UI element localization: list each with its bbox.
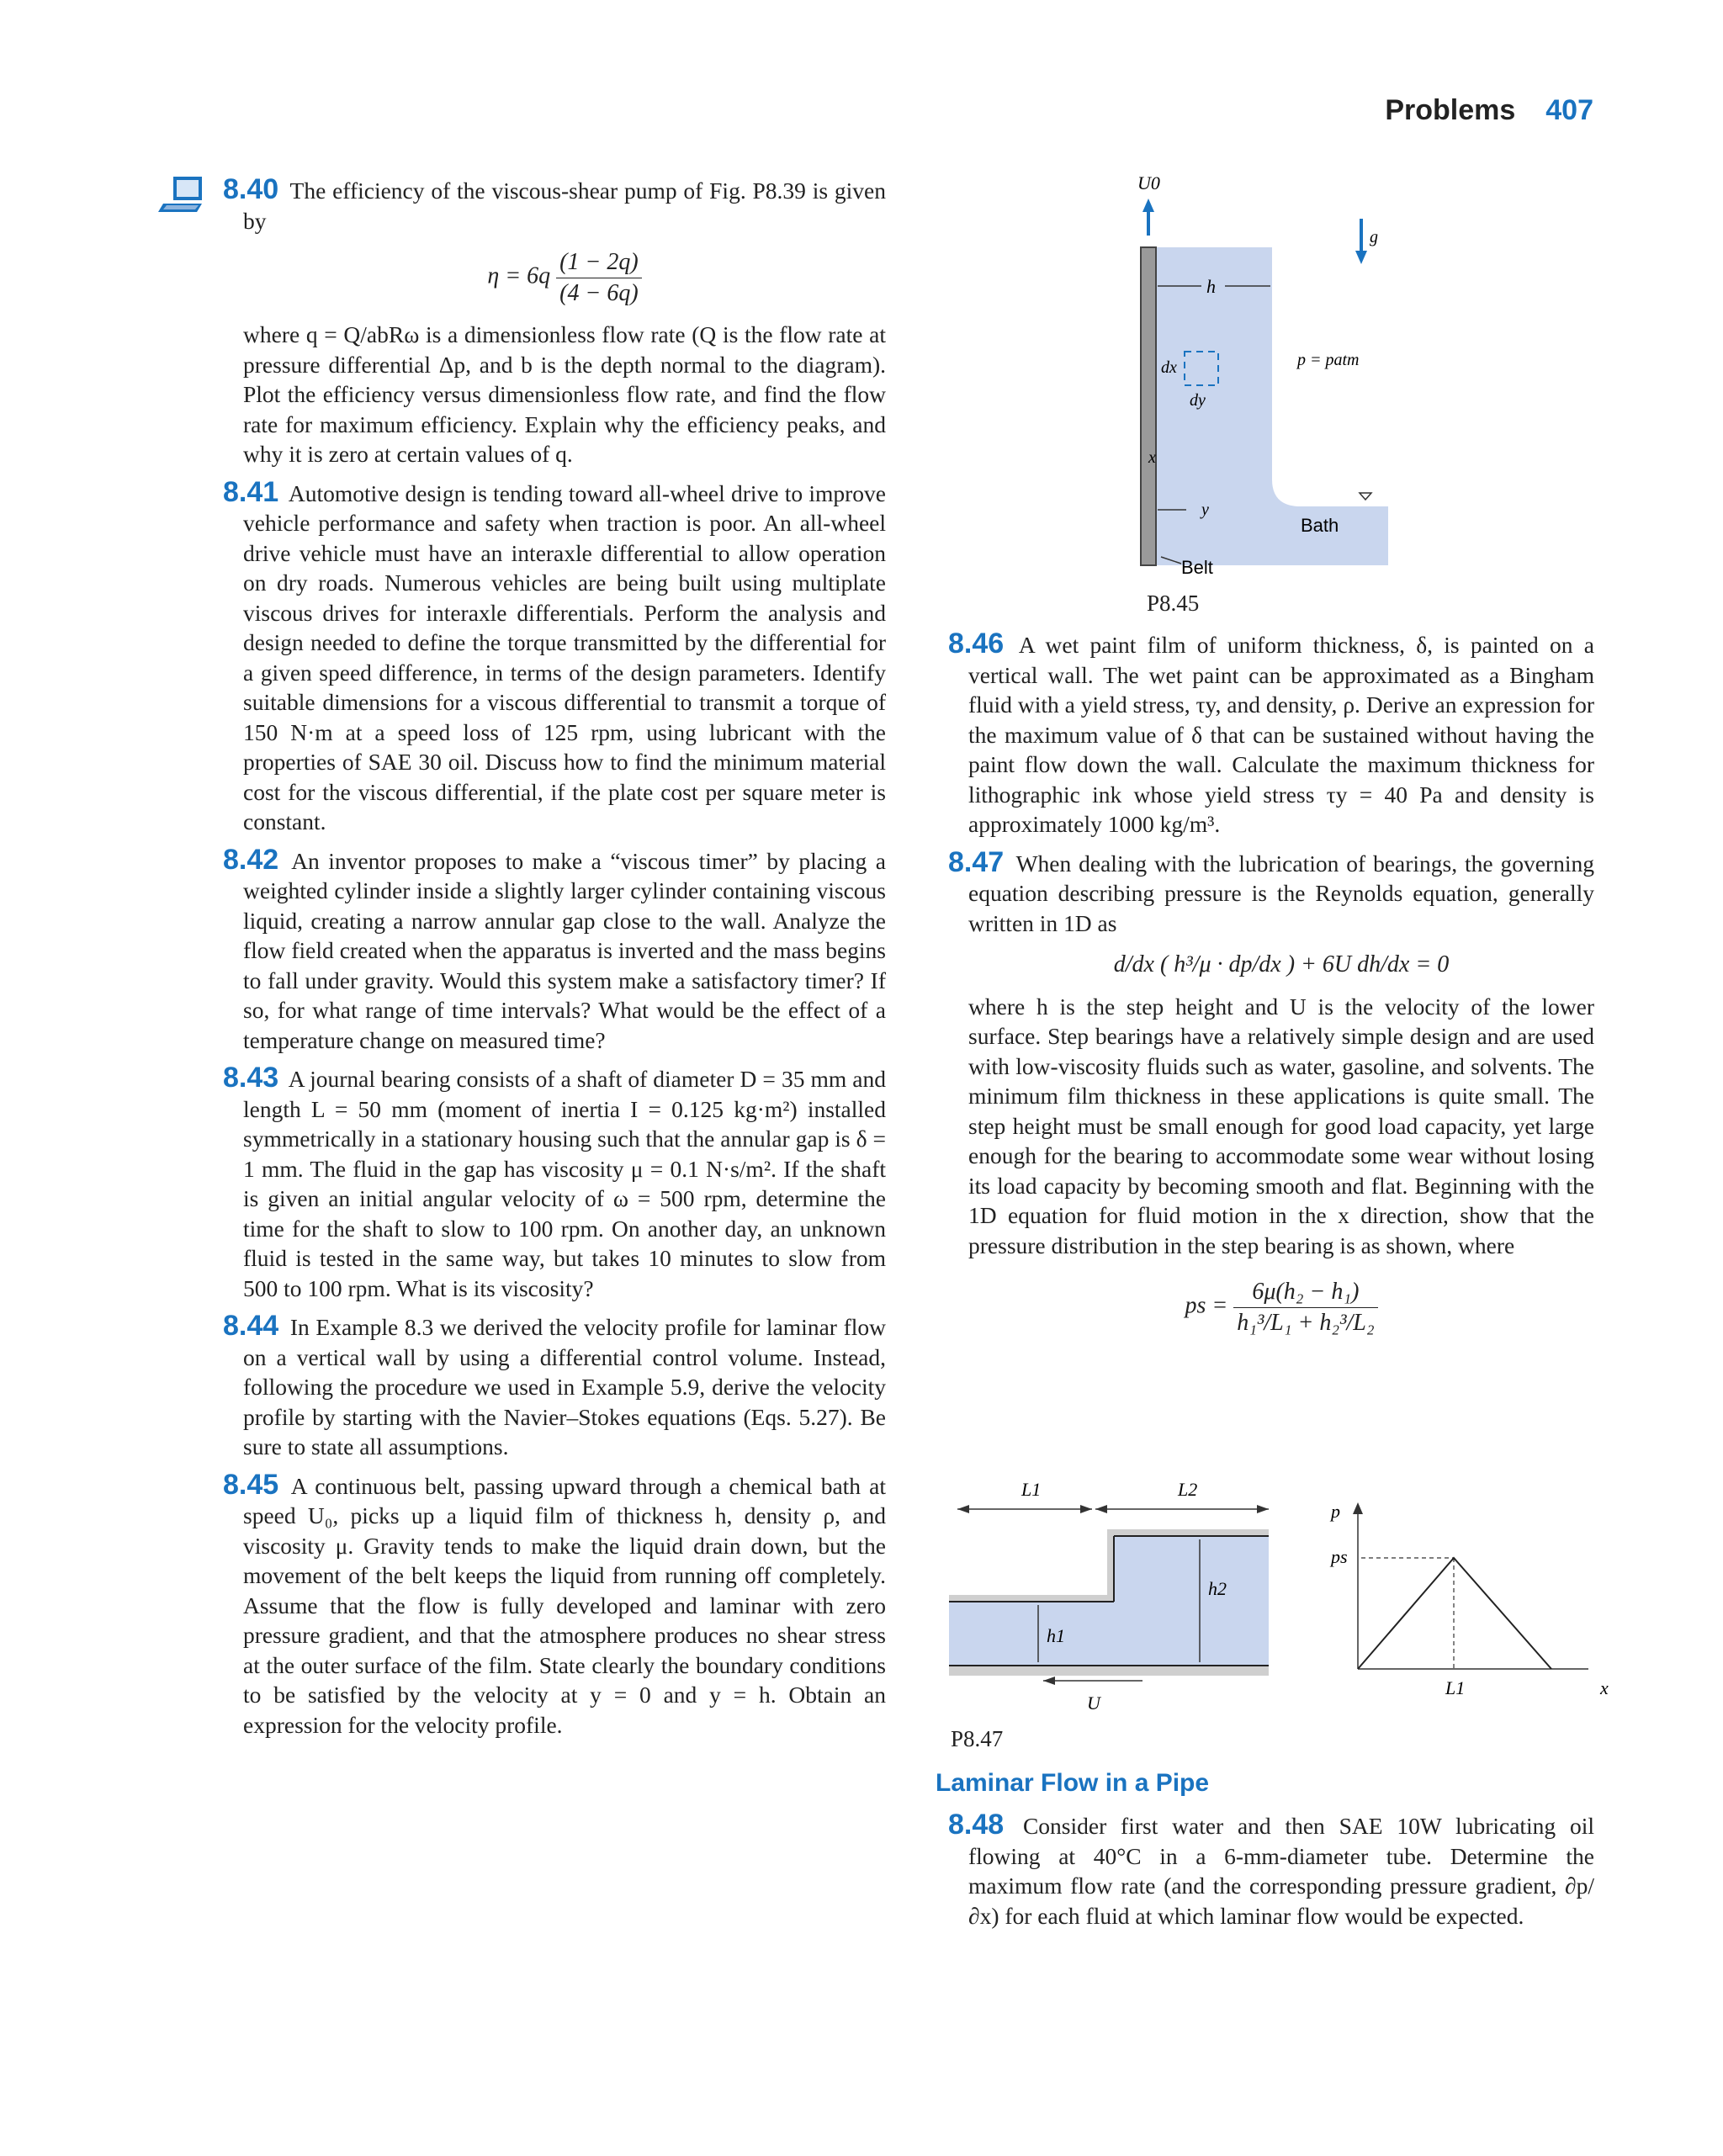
g-label: g [1370,228,1378,246]
problem-number: 8.48 [948,1809,1005,1841]
problem-8-47 [948,845,1594,1338]
figure-p8-45 [1111,168,1413,580]
problem-number: 8.44 [223,1310,279,1342]
l2-label: L2 [1178,1479,1198,1500]
problem-8-44 [223,1311,886,1462]
problem-number: 8.45 [223,1468,279,1501]
problem-8-41 [223,475,886,837]
u0-label: U0 [1137,172,1160,193]
figure-caption-p8-47: P8.47 [951,1726,1004,1751]
running-title: Problems [1385,94,1516,126]
h2-label: h2 [1208,1578,1227,1599]
problem-8-46 [948,629,1594,840]
efficiency-equation: η = 6q $\frac{(1 - 2q)}{(4 - 6q)}$ [243,247,886,308]
u-label: U [1087,1692,1100,1714]
problem-8-43 [223,1063,886,1303]
problem-8-48 [948,1810,1594,1931]
l1-axis-label: L1 [1445,1677,1466,1698]
figure-p8-47 [949,1470,1622,1714]
h-label: h [1206,276,1216,297]
problem-number: 8.46 [948,628,1005,660]
right-column-lower [948,1810,1594,1939]
free-surface-marker [1360,493,1371,500]
problem-number: 8.40 [223,173,279,205]
problem-text: Consider first water and then SAE 10W lubricating oil flowing at 40°C in a 6-mm-diameter tube. Determine the maximum flow rate (and the corresponding pressure gradient, ∂p/∂x) for each fluid at which laminar flow would be expected. [968,1813,1594,1929]
l1-label: L1 [1021,1479,1042,1500]
problem-text: A wet paint film of uniform thickness, δ, is painted on a vertical wall. The wet paint can be approximated as a Bingham fluid with a yield stress, τy, and density, ρ. Derive an expression for the maximum value of δ that can be sustained without having the paint flow down the wall. Calculate the maximum thickness for lithographic ink whose yield stress τy = 40 Pa and density is approximately 1000 kg/m³. [968,632,1594,837]
problem-text: where h is the step height and U is the velocity of the lower surface. Step bearings have a relatively simple design and are used with low-viscosity fluids such as water, gasoline, and solvents. The minimum film thickness in these applications is quite small. The step height must be small enough for good load capacity, yet large enough for the bearing to accommodate some wear without losing its load capacity by becoming smooth and flat. Beginning with the 1D equation for fluid motion in the x direction, show that the pressure distribution in the step bearing is as shown, where [968,993,1594,1258]
pressure-equation: ps = $\frac{\text{6μ(h₂ − h₁)}}{\text{h₁³/L₁ + h₂³/L₂}}$ [968,1277,1594,1338]
problem-text: A journal bearing consists of a shaft of diameter D = 35 mm and length L = 50 mm (moment of inertia I = 0.125 kg·m²) installed symmetrically in a stationary housing such that the annular gap is δ = 1 mm. The fluid in the gap has viscosity μ = 0.1 N·s/m². If the shaft is given an initial angular velocity of ω = 500 rpm, determine the time for the shaft to slow to 100 rpm. On another day, an unknown fluid is tested in the same way, but takes 10 minutes to slow from 500 to 100 rpm. What is its viscosity? [243,1066,887,1301]
x-axis-label: x [1148,448,1156,467]
ps-label: ps [1331,1546,1348,1567]
problem-text: Automotive design is tending toward all-wheel drive to improve vehicle performance and safety when traction is poor. An all-wheel drive vehicle must have an interaxle differential to allow operation on dry roads. Numerous vehicles are being built using multiplate viscous drives for interaxle differentials. Perform the analysis and design needed to define the torque transmitted by the differential for a given speed difference, in terms of the design parameters. Identify suitable dimensions for a viscous differential to transmit a torque of 150 N·m at a speed loss of 125 rpm, using lubricant with the properties of SAE 30 oil. Discuss how to find the minimum material cost for the viscous differential, if the plate cost per square meter is constant. [243,479,886,834]
page-number: 407 [1545,94,1593,126]
reynolds-equation: d/dx ( h³/μ · dp/dx ) + 6U dh/dx = 0 [1113,951,1450,977]
problem-text: In Example 8.3 we derived the velocity profile for laminar flow on a vertical wall by using a differential control volume. Instead, following the procedure we used in Example 5.9, derive the velocity profile by starting with the Navier–Stokes equations (Eqs. 5.27). Be sure to state all assumptions. [243,1314,886,1459]
figure-caption-p8-45: P8.45 [1147,591,1200,616]
problem-intro: When dealing with the lubrication of bearings, the governing equation describing pressure is the Reynolds equation, generally written in 1D as [968,850,1594,936]
bath-label: Bath [1301,515,1339,536]
p-axis-label: p [1331,1501,1340,1522]
h1-label: h1 [1047,1625,1065,1646]
problem-8-40 [223,175,886,469]
pressure-distribution [1358,1558,1551,1669]
problem-number: 8.42 [223,843,279,876]
dy-label: dy [1190,391,1206,410]
left-column [223,175,886,1748]
problem-number: 8.43 [223,1062,279,1094]
patm-label: p = patm [1297,351,1360,369]
problem-text: An inventor proposes to make a “viscous timer” by placing a weighted cylinder inside a slightly larger cylinder containing viscous liquid, creating a narrow annular gap close to the wall. Analyze the flow field created when the apparatus is inverted and the mass begins to fall under gravity. Would this system make a satisfactory timer? If so, for what range of time intervals? What would be the effect of a temperature change on measured time? [243,847,887,1053]
section-heading: Laminar Flow in a Pipe [936,1769,1210,1797]
belt [1141,247,1156,565]
computer-icon [158,175,209,215]
problem-number: 8.41 [223,475,279,508]
problem-intro: The efficiency of the viscous-shear pump of Fig. P8.39 is given by [243,177,886,234]
liquid-film-and-bath [1141,247,1388,565]
problem-8-42 [223,845,886,1056]
x-label: x [1600,1677,1609,1698]
page-header [1385,94,1593,127]
problem-8-45 [223,1470,886,1740]
right-column-upper [948,629,1594,1349]
belt-label: Belt [1181,557,1213,578]
lower-moving-surface [949,1666,1269,1676]
problem-text: A continuous belt, passing upward through a chemical bath at speed U₀, picks up a liquid film of thickness h, density ρ, and viscosity μ. Gravity tends to make the liquid drain down, but the movement of the belt keeps the liquid from running off completely. Assume that the flow is fully developed and laminar with zero pressure gradient, and that the atmosphere produces no shear stress at the outer surface of the film. State clearly the boundary conditions to be satisfied by the velocity at y = 0 and y = h. Obtain an expression for the velocity profile. [243,1472,887,1738]
y-axis-label: y [1201,501,1209,519]
dx-label: dx [1161,358,1177,377]
problem-text: where q = Q/abRω is a dimensionless flow rate (Q is the flow rate at pressure differential Δp, and b is the depth normal to the diagram). Plot the efficiency versus dimensionless flow rate, and find the flow rate for maximum efficiency. Explain why the efficiency peaks, and why it is zero at certain values of q. [243,321,886,467]
problem-number: 8.47 [948,845,1005,878]
